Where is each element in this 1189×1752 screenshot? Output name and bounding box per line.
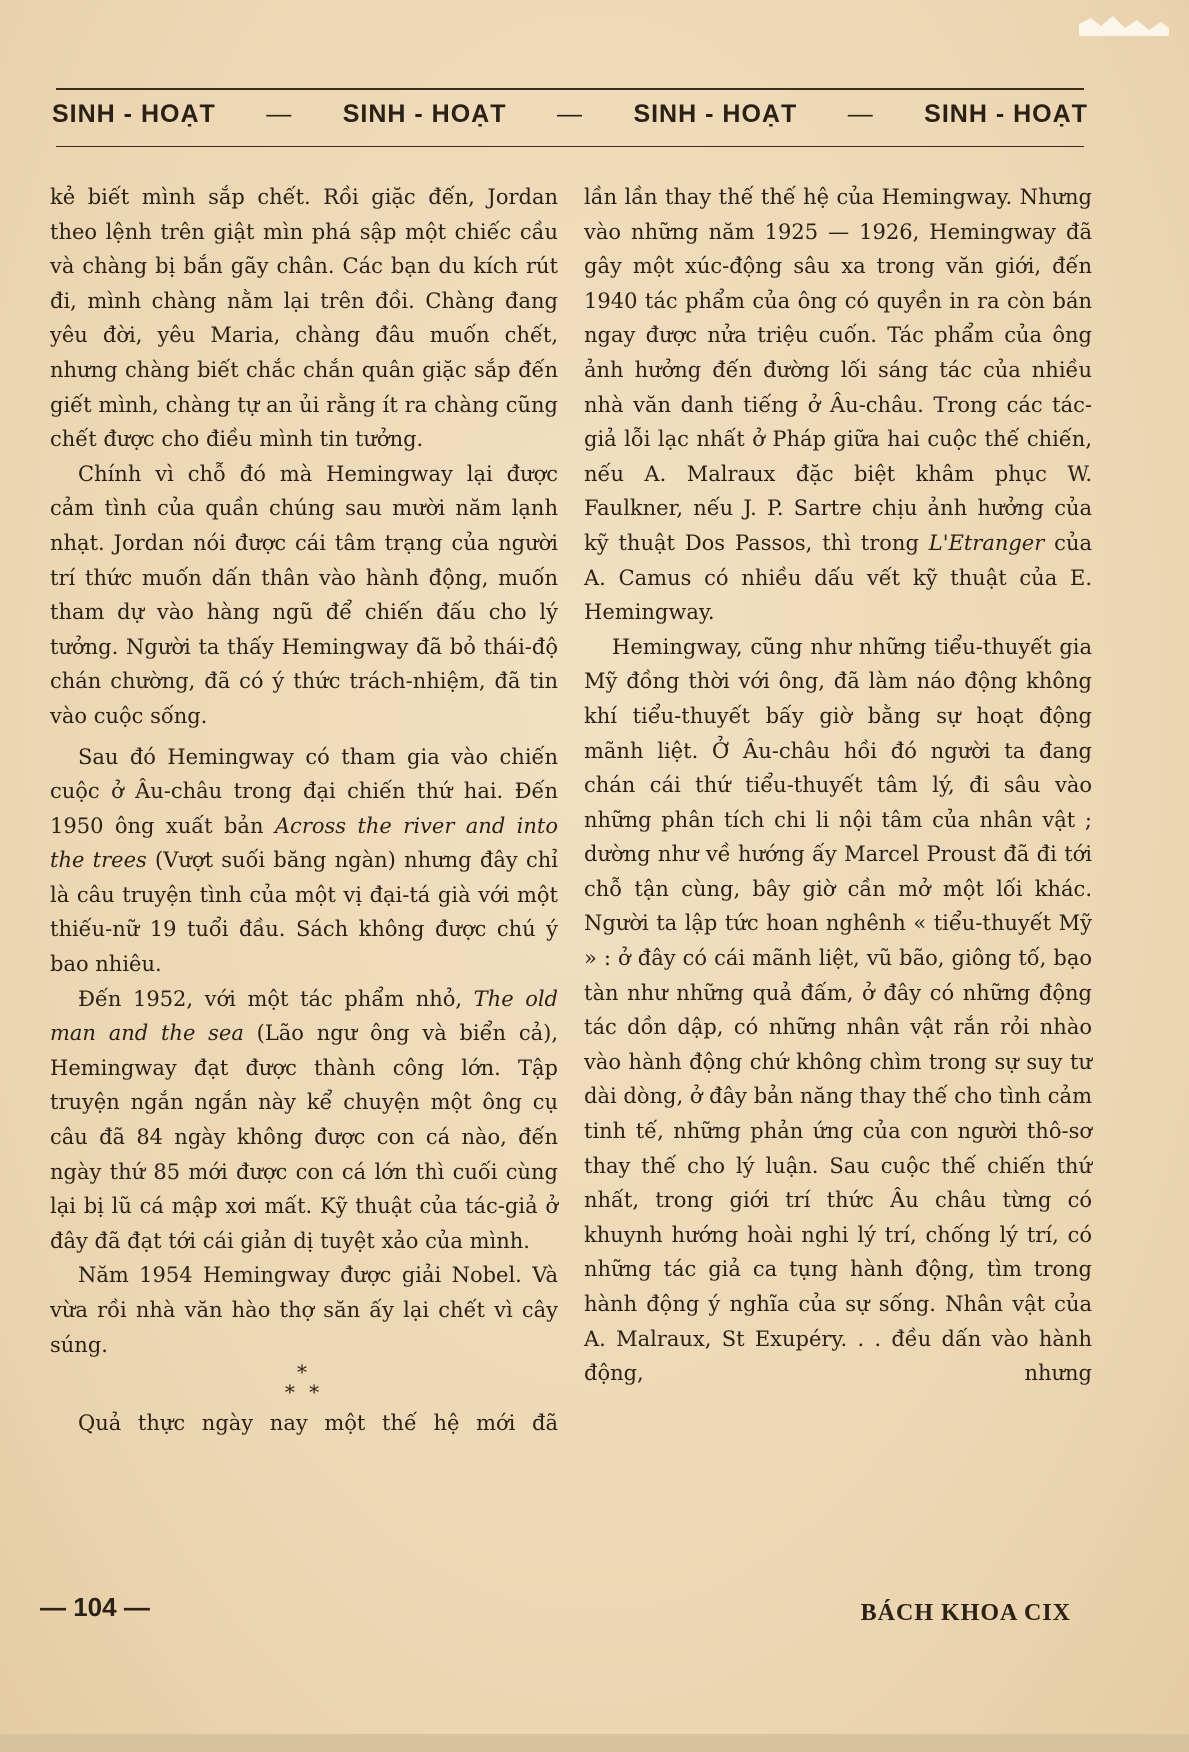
paragraph: kẻ biết mình sắp chết. Rồi giặc đến, Jordan theo lệnh trên giật mìn phá sập một chiếc cầu và chàng bị bắn gãy chân. Các bạn du kích rút đi, mình chàng nằm lại trên đồi. Chàng đang yêu đời, yêu Maria, chàng đâu muốn chết, nhưng chàng biết chắc chắn quân giặc sắp đến giết mình, chàng tự an ủi rằng ít ra chàng cũng chết được cho điều mình tin tưởng.	[50, 185, 558, 452]
publication-name: BÁCH KHOA CIX	[860, 1600, 1071, 1626]
paragraph	[584, 180, 1092, 630]
text-run: (Lão ngư ông và biển cả), Hemingway đạt được thành công lớn. Tập truyện ngắn ngắn này kể chuyện một ông cụ câu đã 84 ngày không được con cá nào, đến ngày thứ 85 mới được con cá lớn thì cuối cùng lại bị lũ cá mập xơi mất. Kỹ thuật của tác-giả ở đây đã đạt tới cái giản dị tuyệt xảo của mình.	[50, 1021, 558, 1253]
section-break	[50, 1360, 558, 1405]
right-column	[584, 180, 1092, 1391]
paragraph: Quả thực ngày nay một thế hệ mới đã	[78, 1411, 558, 1436]
header-rule-bottom	[56, 146, 1084, 147]
header-separator: —	[556, 100, 583, 128]
book-title: The old man and the sea	[50, 986, 559, 1046]
paragraph	[50, 740, 558, 982]
book-title: Across the river and into the trees	[50, 813, 559, 873]
torn-corner-icon	[1079, 14, 1169, 36]
asterisk: *	[297, 1360, 311, 1385]
text-run: lần lần thay thế thế hệ của Hemingway. Nhưng vào những năm 1925 — 1926, Hemingway đã gây một xúc-động sâu xa trong văn giới, đến 1940 tác phẩm của ông có quyền in ra còn bán ngay được nửa triệu cuốn. Tác phẩm của ông ảnh hưởng đến đường lối sáng tác của nhiều nhà văn danh tiếng ở Âu-châu. Trong các tác-giả lỗi lạc nhất ở Pháp giữa hai cuộc thế chiến, nếu A. Malraux đặc biệt khâm phục W. Faulkner, nếu J. P. Sartre chịu ảnh hưởng của kỹ thuật Dos Passos, thì trong	[584, 185, 1092, 555]
book-title: L'Etranger	[928, 530, 1045, 555]
text-run: Sau đó Hemingway có tham gia vào chiến cuộc ở Âu-châu trong đại chiến thứ hai. Đến 1950 ông xuất bản	[50, 744, 558, 838]
paragraph	[50, 982, 558, 1259]
paragraph: Hemingway, cũng như những tiểu-thuyết gia Mỹ đồng thời với ông, đã làm náo động không khí tiểu-thuyết bấy giờ bằng sự hoạt động mãnh liệt. Ở Âu-châu hồi đó người ta đang chán cái thứ tiểu-thuyết tâm lý, đi sâu vào những phân tích chi li nội tâm của nhân vật ; dường như về hướng ấy Marcel Proust đã đi tới chỗ tận cùng, bây giờ cần mở một lối khác. Người ta lập tức hoan nghênh « tiểu-thuyết Mỹ » : ở đây có cái mãnh liệt, vũ bão, giông tố, bạo tàn như những quả đấm, ở đây có những động tác dồn dập, có những nhân vật rắn rỏi nhào vào hành động chứ không chìm trong sự suy tư dài dòng, ở đây bản năng thay thế cho tình cảm tinh tế, những phản ứng của con người thô-sơ thay thế cho lý luận. Sau cuộc thế chiến thứ nhất, trong giới trí thức Âu châu từng có khuynh hướng hoài nghi lý trí, chống lý trí, có những tác giả ca tụng hành động, tìm trong hành động ý nghĩa của sự sống. Nhân vật của A. Malraux, St Exupéry. . . đều dấn vào hành động, nhưng	[584, 634, 1092, 1386]
header-rule-top	[56, 88, 1084, 90]
header-item: SINH - HOẠT	[342, 100, 507, 128]
paragraph: Năm 1954 Hemingway được giải Nobel. Và vừa rồi nhà văn hào thợ săn ấy lại chết vì cây súng.	[50, 1263, 558, 1357]
text-run: Đến 1952, với một tác phẩm nhỏ,	[78, 986, 474, 1011]
running-header	[52, 100, 1088, 129]
header-separator: —	[847, 100, 874, 128]
header-item: SINH - HOẠT	[924, 100, 1088, 128]
header-item: SINH - HOẠT	[52, 100, 216, 128]
left-column	[50, 180, 558, 1441]
text-run: của A. Camus có nhiều dấu vết kỹ thuật của E. Hemingway.	[584, 530, 1092, 625]
page-number: — 104 —	[40, 1592, 150, 1622]
asterisks: * *	[284, 1380, 324, 1405]
header-separator: —	[266, 100, 293, 128]
text-run: (Vượt suối băng ngàn) nhưng đây chỉ là câu truyện tình của một vị đại-tá già với một thiếu-nữ 19 tuổi đầu. Sách không được chú ý bao nhiêu.	[50, 848, 558, 977]
page-edge	[0, 1734, 1189, 1752]
paragraph: Chính vì chỗ đó mà Hemingway lại được cảm tình của quần chúng sau mười năm lạnh nhạt. Jordan nói được cái tâm trạng của người trí thức muốn dấn thân vào hành động, muốn tham dự vào hàng ngũ để chiến đấu cho lý tưởng. Người ta thấy Hemingway đã bỏ thái-độ chán chường, đã có ý thức trách-nhiệm, đã tin vào cuộc sống.	[50, 461, 558, 728]
header-item: SINH - HOẠT	[633, 100, 798, 128]
